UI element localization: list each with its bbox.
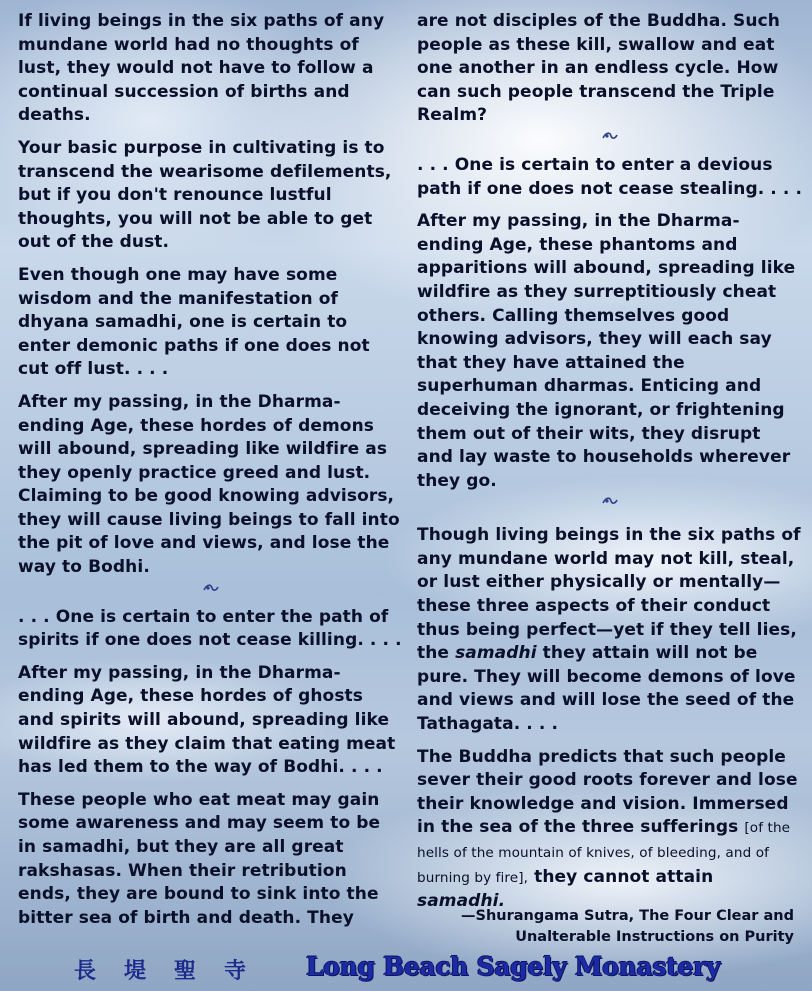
leaf-flourish-icon: [417, 495, 802, 510]
citation-line-1: —Shurangama Sutra, The Four Clear and: [461, 908, 794, 924]
left-column: [18, 10, 404, 939]
predicts-text-b: they cannot attain: [528, 866, 714, 887]
paragraph-lies: [417, 524, 802, 736]
footer-banner: [0, 952, 812, 988]
paragraph-phantoms: After my passing, in the Dharma-ending Age, these phantoms and apparitions will abound, spreading like wildfire as they surreptitiously cheat others. Calling themselves good knowing advisors, they will each say that they have attained the superhuman dharmas. Enticing and deceiving the ignorant, or frightening them out of their wits, they disrupt and lay waste to households wherever they go.: [417, 211, 796, 491]
lies-text-b: they attain will not be pure. They will become demons of love and views and will lose the seed of the Tathagata. . . .: [417, 643, 796, 735]
leaf-flourish-icon: [417, 130, 802, 145]
paragraph-ghosts-and-spirits: After my passing, in the Dharma-ending Age, these hordes of ghosts and spirits will abound, spreading like wildfire as they claim that eating meat has led them to the way of Bodhi. . . .: [18, 662, 396, 778]
monastery-name: Long Beach Sagely Monastery: [306, 952, 721, 981]
paragraph-hordes-of-demons: After my passing, in the Dharma-ending Age, these hordes of demons will abound, spreading like wildfire as they openly practice greed and lust. Claiming to be good knowing advisors, they will cause living beings to fall into the pit of love and views, and lose the way to Bodhi.: [18, 391, 400, 578]
predicts-text-a: The Buddha predicts that such people sever their good roots forever and lose their knowledge and vision. Immersed in the sea of the three sufferings: [417, 746, 798, 838]
sufferings-note: [of the hells of the mountain of knives, of bleeding, and of burning by fire],: [417, 820, 791, 886]
paragraph-rakshasas: These people who eat meat may gain some awareness and may seem to be in samadhi, but they are all great rakshasas. When their retribution ends, they are bound to sink into the bitter sea of birth and death. They: [18, 789, 381, 928]
samadhi-italic: samadhi: [455, 643, 537, 664]
citation: [420, 906, 794, 948]
leaf-flourish-icon: [18, 582, 404, 597]
citation-line-2: Unalterable Instructions on Purity: [515, 929, 794, 945]
paragraph-lust-births: If living beings in the six paths of any mundane world had no thoughts of lust, they would not have to follow a continual succession of births and deaths.: [18, 11, 385, 126]
paragraph-not-disciples: are not disciples of the Buddha. Such people as these kill, swallow and eat one another in an endless cycle. How can such people transcend the Triple Realm?: [417, 11, 780, 126]
paragraph-devious-path: . . . One is certain to enter a devious path if one does not cease stealing. . . .: [417, 154, 803, 199]
chinese-monastery-name: 長堤聖寺: [74, 958, 275, 984]
paragraph-defilements: Your basic purpose in cultivating is to transcend the wearisome defilements, but if you don't renounce lustful thoughts, you will not be able to get out of the dust.: [18, 137, 392, 253]
paragraph-path-of-spirits: . . . One is certain to enter the path of spirits if one does not cease killing. . . .: [18, 606, 402, 651]
right-column: [417, 10, 802, 914]
samadhi-italic-end: samadhi.: [417, 891, 506, 912]
paragraph-buddha-predicts: [417, 746, 802, 914]
lies-text-a: Though living beings in the six paths of any mundane world may not kill, steal, or lust either physically or mentally—these three aspects of their conduct thus being perfect—yet if they tell lies, the: [417, 525, 801, 664]
paragraph-demonic-paths: Even though one may have some wisdom and the manifestation of dhyana samadhi, one is certain to enter demonic paths if one does not cut off lust. . . .: [18, 264, 370, 380]
